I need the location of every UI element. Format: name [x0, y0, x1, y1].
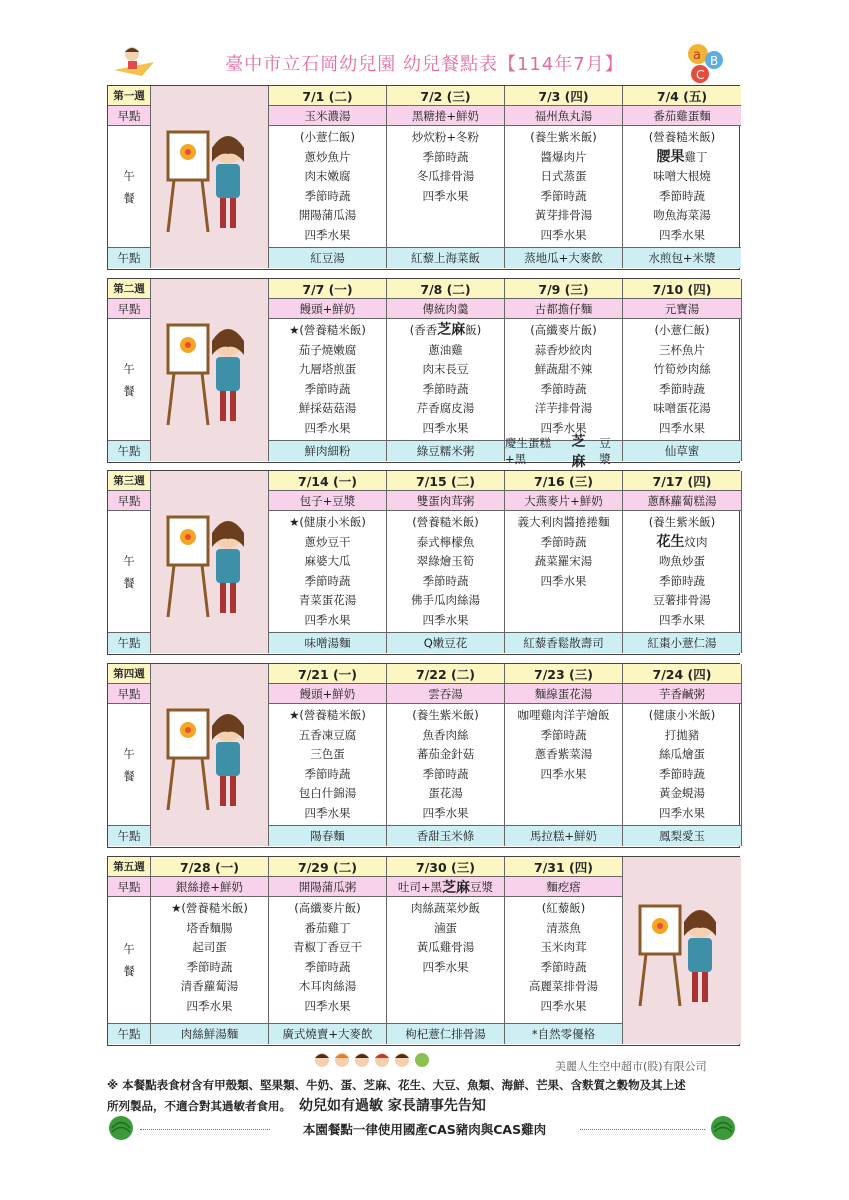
- company-name: 美麗人生空中超市(股)有限公司: [555, 1060, 707, 1073]
- lunch-item: ★(營養糙米飯): [289, 323, 366, 337]
- snack-item: 陽春麵: [269, 826, 387, 846]
- snack-label: 午點: [108, 248, 151, 268]
- breakfast-item: 開陽蒲瓜粥: [269, 877, 387, 897]
- lunch-item: (養生紫米飯): [412, 708, 479, 722]
- lunch-item: (高纖麥片飯): [530, 323, 597, 337]
- lunch-item: 黃金蜆湯: [659, 786, 705, 800]
- lunch-item: (養生紫米飯): [648, 515, 716, 529]
- lunch-item: (營養糙米飯): [648, 130, 716, 144]
- abc-blocks-icon: [678, 40, 728, 86]
- highlighted-ingredient: 芝麻: [571, 434, 586, 470]
- lunch-item: 四季水果: [422, 959, 469, 974]
- breakfast-item: 麵線蛋花湯: [505, 684, 623, 704]
- lunch-item: 三杯魚片: [659, 342, 705, 357]
- lunch-item: 清蒸魚: [546, 920, 581, 935]
- lunch-item: 三色蛋: [310, 747, 345, 761]
- allergy-emphasis: 幼兒如有過敏 家長請事先告知: [299, 1098, 486, 1114]
- lunch-item: 豆薯排骨湯: [653, 593, 711, 607]
- lunch-item: 四季水果: [422, 420, 469, 435]
- allergy-note-line1: ※ 本餐點表食材含有甲殼類、堅果類、牛奶、蛋、芝麻、花生、大豆、魚類、海鮮、芒果、含麩質之穀物及其上述: [107, 1078, 686, 1092]
- lunch-item: 四季水果: [304, 805, 351, 820]
- lunch-menu: [387, 126, 505, 248]
- snack-item: 紅藜香鬆散壽司: [505, 633, 623, 653]
- breakfast-label: 早點: [108, 877, 151, 897]
- lunch-menu: [151, 897, 269, 1024]
- lunch-item: 開陽蒲瓜湯: [298, 208, 357, 222]
- illustration-panel: [151, 664, 269, 846]
- lunch-item: 四季水果: [304, 612, 351, 627]
- snack-item: [741, 826, 742, 846]
- lunch-item: 木耳肉絲湯: [298, 979, 357, 993]
- lunch-item: [741, 380, 742, 400]
- lunch-item: 包白什錦湯: [298, 786, 357, 800]
- lunch-item: 日式蒸蛋: [540, 169, 587, 183]
- lunch-item: [741, 321, 742, 341]
- breakfast-item: 饅頭+鮮奶: [269, 299, 387, 319]
- allergy-note-line2: 所列製品，不適合對其過敏者食用。: [107, 1099, 291, 1113]
- child-painter-illustration: [160, 690, 260, 820]
- lunch-item: 花生炆肉: [656, 533, 708, 550]
- lunch-item: 蔥炒魚片: [304, 149, 351, 164]
- lunch-label-bottom: 餐: [123, 575, 135, 590]
- lunch-item: ★(營養糙米飯): [171, 901, 248, 915]
- snack-item: 枸杞薏仁排骨湯: [387, 1024, 505, 1044]
- lunch-item: [741, 726, 742, 746]
- lunch-item: 肉絲蔬菜炒飯: [411, 901, 480, 915]
- allergy-note: [107, 1075, 747, 1117]
- day-date: 7/24 (四): [623, 664, 741, 684]
- lunch-item: [741, 706, 742, 726]
- breakfast-item: 蔥酥蘿蔔糕湯: [623, 491, 741, 511]
- day-date: 7/3 (四): [505, 86, 623, 106]
- footer-cas-notice: 本園餐點一律使用國產CAS豬肉與CAS雞肉: [302, 1122, 547, 1137]
- snack-label: 午點: [108, 1024, 151, 1044]
- lunch-item: 四季水果: [422, 612, 469, 627]
- snack-item: 慶生蛋糕+黑 芝麻 豆漿: [505, 441, 623, 461]
- watermelon-icon: [710, 1115, 736, 1141]
- lunch-item: (小薏仁飯): [300, 130, 355, 144]
- lunch-label-bottom: 餐: [123, 190, 135, 205]
- day-date: 7/15 (二): [387, 471, 505, 491]
- lunch-item: 咖哩雞肉洋芋燴飯: [517, 708, 610, 722]
- lunch-item: 四季水果: [304, 998, 351, 1013]
- page-title: 臺中市立石岡幼兒園 幼兒餐點表【114年7月】: [225, 54, 624, 75]
- lunch-label-top: 午: [123, 942, 135, 956]
- lunch-item: 蔬菜羅宋湯: [534, 554, 593, 568]
- day-date: 7/21 (一): [269, 664, 387, 684]
- lunch-label-top: 午: [123, 168, 135, 183]
- snack-label: 午點: [108, 633, 151, 653]
- week-table: [107, 663, 740, 848]
- lunch-menu: [623, 704, 741, 826]
- lunch-item: 佛手瓜肉絲湯: [411, 593, 480, 607]
- lunch-menu: [623, 511, 741, 633]
- lunch-menu: [269, 126, 387, 248]
- lunch-item: 季節時蔬: [659, 573, 705, 588]
- lunch-item: 吻魚炒蛋: [659, 554, 705, 568]
- lunch-item: 絲瓜燴蛋: [659, 747, 705, 761]
- lunch-menu: [269, 319, 387, 441]
- lunch-item: [741, 591, 742, 611]
- snack-item: 紅豆湯: [269, 248, 387, 268]
- lunch-item: 四季水果: [540, 998, 587, 1013]
- snack-item: 香甜玉米條: [387, 826, 505, 846]
- lunch-label: [108, 319, 151, 441]
- lunch-item: 四季水果: [304, 420, 351, 435]
- breakfast-item: 古都擔仔麵: [505, 299, 623, 319]
- lunch-item: 青菜蛋花湯: [298, 593, 357, 607]
- lunch-item: (養生紫米飯): [530, 130, 597, 144]
- lunch-menu: [741, 511, 742, 633]
- snack-item: 紅棗小薏仁湯: [623, 633, 741, 653]
- lunch-item: 高麗菜排骨湯: [529, 979, 598, 993]
- lunch-item: 季節時蔬: [540, 534, 587, 549]
- lunch-item: [741, 360, 742, 380]
- breakfast-item: 傳統肉羹: [387, 299, 505, 319]
- snack-item: 蒸地瓜+大麥飲: [505, 248, 623, 268]
- lunch-item: 義大利肉醬捲捲麵: [517, 515, 610, 529]
- week-label: 第五週: [108, 857, 151, 877]
- breakfast-item: 銀絲捲+鮮奶: [151, 877, 269, 897]
- lunch-item: 魚香肉絲: [422, 727, 469, 742]
- breakfast-item: 元寶湯: [623, 299, 741, 319]
- child-painter-illustration: [160, 305, 260, 435]
- day-date: 7/1 (二): [269, 86, 387, 106]
- lunch-menu: [387, 704, 505, 826]
- lunch-menu: [387, 511, 505, 633]
- lunch-item: 塔香麵腸: [186, 920, 233, 935]
- snack-item: *自然零優格: [505, 1024, 623, 1044]
- snack-item: 鳳梨愛玉: [623, 826, 741, 846]
- lunch-item: 玉米肉茸: [540, 940, 587, 954]
- illustration-panel: [151, 86, 269, 268]
- lunch-label: [108, 897, 151, 1024]
- breakfast-item: 福州魚丸湯: [505, 106, 623, 126]
- lunch-menu: [505, 319, 623, 441]
- lunch-item: 黃瓜雞骨湯: [416, 940, 475, 954]
- lunch-item: 季節時蔬: [422, 766, 469, 781]
- breakfast-item: 饅頭+鮮奶: [269, 684, 387, 704]
- lunch-label: [108, 126, 151, 248]
- lunch-label-bottom: 餐: [123, 383, 135, 398]
- svg-text:C: C: [696, 68, 705, 82]
- lunch-item: 四季水果: [422, 805, 469, 820]
- snack-item: [741, 441, 742, 461]
- lunch-item: (營養糙米飯): [412, 515, 479, 529]
- lunch-item: 四季水果: [659, 612, 705, 627]
- lunch-item: 竹筍炒肉絲: [653, 362, 711, 376]
- lunch-item: 四季水果: [186, 998, 233, 1013]
- week-label: 第三週: [108, 471, 151, 491]
- day-date: 7/4 (五): [623, 86, 741, 106]
- decorative-dots-right: [580, 1129, 705, 1132]
- lunch-menu: [623, 319, 741, 441]
- lunch-menu: [387, 319, 505, 441]
- lunch-item: [741, 533, 742, 553]
- day-date: 7/8 (二): [387, 279, 505, 299]
- breakfast-item: 玉米濃湯: [269, 106, 387, 126]
- lunch-item: 季節時蔬: [304, 381, 351, 396]
- lunch-item: 四季水果: [422, 188, 469, 203]
- lunch-item: 味噌蛋花湯: [653, 401, 711, 415]
- highlighted-ingredient: 芝麻: [442, 879, 471, 896]
- illustration-panel: [623, 857, 741, 1044]
- snack-item: 紅藜上海菜飯: [387, 248, 505, 268]
- lunch-label-bottom: 餐: [123, 768, 135, 783]
- day-date: 7/22 (二): [387, 664, 505, 684]
- lunch-item: 冬瓜排骨湯: [416, 169, 475, 183]
- lunch-item: 蒜香炒絞肉: [534, 342, 593, 357]
- lunch-menu: [387, 897, 505, 1024]
- week-label: 第一週: [108, 86, 151, 106]
- lunch-item: 季節時蔬: [540, 188, 587, 203]
- lunch-menu: [269, 897, 387, 1024]
- lunch-menu: [505, 126, 623, 248]
- lunch-label-top: 午: [123, 746, 135, 761]
- snack-label: 午點: [108, 826, 151, 846]
- snack-item: 馬拉糕+鮮奶: [505, 826, 623, 846]
- lunch-item: (小薏仁飯): [654, 323, 710, 337]
- breakfast-item: [741, 684, 742, 704]
- breakfast-item: 麵疙瘩: [505, 877, 623, 897]
- snack-item: 綠豆糯米粥: [387, 441, 505, 461]
- lunch-item: [741, 784, 742, 804]
- lunch-item: ★(健康小米飯): [289, 515, 366, 529]
- svg-text:B: B: [710, 54, 719, 68]
- lunch-item: [741, 552, 742, 572]
- lunch-item: (健康小米飯): [648, 708, 716, 722]
- lunch-menu: [623, 126, 741, 248]
- lunch-item: 季節時蔬: [659, 766, 705, 781]
- lunch-menu: [269, 511, 387, 633]
- snack-item: 仙草蜜: [623, 441, 741, 461]
- snack-label: 午點: [108, 441, 151, 461]
- lunch-item: 季節時蔬: [422, 573, 469, 588]
- lunch-item: 季節時蔬: [186, 959, 233, 974]
- week-label: 第二週: [108, 279, 151, 299]
- breakfast-label: 早點: [108, 106, 151, 126]
- lunch-item: ★(營養糙米飯): [289, 708, 366, 722]
- lunch-item: 炒炊粉+冬粉: [411, 130, 480, 144]
- lunch-item: 起司蛋: [192, 940, 227, 954]
- day-date: 7/30 (三): [387, 857, 505, 877]
- lunch-label-bottom: 餐: [123, 964, 135, 978]
- lunch-menu: [741, 319, 742, 441]
- lunch-item: 季節時蔬: [304, 188, 351, 203]
- day-date: 7/9 (三): [505, 279, 623, 299]
- day-date: 7/16 (三): [505, 471, 623, 491]
- lunch-menu: [505, 897, 623, 1024]
- lunch-item: 味噌大根燒: [653, 169, 711, 183]
- lunch-item: 蔥油雞: [428, 342, 463, 357]
- lunch-item: 季節時蔬: [422, 149, 469, 164]
- lunch-item: 鮮採菇菇湯: [298, 401, 357, 415]
- lunch-item: 季節時蔬: [540, 727, 587, 742]
- lunch-item: 茄子燒嫩腐: [298, 342, 357, 357]
- breakfast-label: 早點: [108, 491, 151, 511]
- day-date: [741, 279, 742, 299]
- snack-item: 鮮肉細粉: [269, 441, 387, 461]
- day-date: 7/31 (四): [505, 857, 623, 877]
- lunch-menu: [505, 511, 623, 633]
- lunch-item: 清香蘿蔔湯: [180, 979, 239, 993]
- lunch-item: [741, 765, 742, 785]
- lunch-item: (紅藜飯): [541, 901, 586, 915]
- lunch-label: [108, 511, 151, 633]
- kid-on-plane-icon: [112, 42, 156, 82]
- breakfast-label: 早點: [108, 299, 151, 319]
- lunch-item: 五香凍豆腐: [298, 727, 357, 742]
- snack-item: [741, 633, 742, 653]
- breakfast-item: 包子+豆漿: [269, 491, 387, 511]
- highlighted-ingredient: 腰果: [656, 148, 685, 165]
- breakfast-label: 早點: [108, 684, 151, 704]
- lunch-item: 四季水果: [659, 805, 705, 820]
- lunch-item: 泰式檸檬魚: [416, 534, 475, 549]
- lunch-item: 季節時蔬: [540, 381, 587, 396]
- lunch-item: 打拋豬: [664, 727, 700, 742]
- lunch-item: 季節時蔬: [659, 188, 705, 203]
- lunch-item: 四季水果: [659, 420, 705, 435]
- breakfast-item: 吐司+黑 芝麻 豆漿: [387, 877, 505, 897]
- snack-item: 水煎包+米漿: [623, 248, 741, 268]
- child-painter-illustration: [160, 497, 260, 627]
- breakfast-item: 黑糖捲+鮮奶: [387, 106, 505, 126]
- lunch-item: 麻婆大瓜: [304, 554, 351, 568]
- highlighted-ingredient: 花生: [656, 533, 685, 550]
- breakfast-item: 雲吞湯: [387, 684, 505, 704]
- snack-item: 廣式燒賣+大麥飲: [269, 1024, 387, 1044]
- week-table: [107, 470, 740, 655]
- lunch-item: [741, 572, 742, 592]
- lunch-item: (香香芝麻飯): [409, 322, 482, 338]
- breakfast-item: 芋香鹹粥: [623, 684, 741, 704]
- week-label: 第四週: [108, 664, 151, 684]
- lunch-item: 四季水果: [304, 227, 351, 242]
- child-painter-illustration: [160, 112, 260, 242]
- lunch-item: [741, 745, 742, 765]
- breakfast-item: 大燕麥片+鮮奶: [505, 491, 623, 511]
- svg-text:a: a: [693, 48, 701, 63]
- day-date: 7/7 (一): [269, 279, 387, 299]
- lunch-item: 芹香腐皮湯: [416, 401, 475, 415]
- lunch-menu: [269, 704, 387, 826]
- snack-item: 味噌湯麵: [269, 633, 387, 653]
- lunch-item: 吻魚海菜湯: [653, 208, 711, 222]
- lunch-item: 鮮蔬甜不辣: [534, 362, 593, 376]
- lunch-item: 青椒丁香豆干: [293, 940, 362, 954]
- day-date: 7/23 (三): [505, 664, 623, 684]
- highlighted-ingredient: 芝麻: [437, 322, 466, 338]
- breakfast-item: [741, 299, 742, 319]
- lunch-item: 蔥香紫菜湯: [534, 747, 593, 761]
- lunch-item: [741, 513, 742, 533]
- lunch-item: 肉末長豆: [422, 362, 469, 376]
- lunch-item: 腰果雞丁: [656, 148, 708, 165]
- lunch-item: [741, 611, 742, 631]
- children-group-icon: [312, 1050, 432, 1072]
- child-painter-illustration: [632, 886, 732, 1016]
- lunch-item: [741, 804, 742, 824]
- lunch-item: 四季水果: [540, 420, 587, 435]
- lunch-item: 蔥炒豆干: [304, 534, 351, 549]
- lunch-label-top: 午: [123, 553, 135, 568]
- lunch-item: 九層塔煎蛋: [298, 362, 357, 376]
- day-date: 7/17 (四): [623, 471, 741, 491]
- day-date: [741, 471, 742, 491]
- lunch-item: 季節時蔬: [540, 959, 587, 974]
- day-date: [741, 664, 742, 684]
- day-date: 7/14 (一): [269, 471, 387, 491]
- lunch-item: 四季水果: [659, 227, 705, 242]
- day-date: 7/2 (三): [387, 86, 505, 106]
- lunch-item: 季節時蔬: [422, 381, 469, 396]
- snack-item: 肉絲鮮湯麵: [151, 1024, 269, 1044]
- lunch-menu: [741, 704, 742, 826]
- lunch-item: 蕃茄金針菇: [416, 747, 475, 761]
- breakfast-item: 番茄雞蛋麵: [623, 106, 741, 126]
- day-date: 7/28 (一): [151, 857, 269, 877]
- lunch-item: 四季水果: [540, 573, 587, 588]
- week-table: [107, 85, 740, 270]
- lunch-item: 洋芋排骨湯: [534, 401, 593, 415]
- snack-item: Q嫩豆花: [387, 633, 505, 653]
- lunch-item: 季節時蔬: [659, 381, 705, 396]
- day-date: 7/10 (四): [623, 279, 741, 299]
- illustration-panel: [151, 279, 269, 461]
- lunch-item: 滷蛋: [434, 920, 457, 935]
- lunch-item: 醬爆肉片: [540, 149, 587, 164]
- illustration-panel: [151, 471, 269, 653]
- breakfast-item: 雙蛋肉茸粥: [387, 491, 505, 511]
- lunch-item: 季節時蔬: [304, 959, 351, 974]
- lunch-item: 季節時蔬: [304, 766, 351, 781]
- day-date: 7/29 (二): [269, 857, 387, 877]
- lunch-item: 四季水果: [540, 766, 587, 781]
- lunch-item: 季節時蔬: [304, 573, 351, 588]
- lunch-item: 翠綠燴玉筍: [416, 554, 475, 568]
- lunch-item: 蛋花湯: [428, 786, 463, 800]
- lunch-item: 四季水果: [540, 227, 587, 242]
- lunch-item: 番茄雞丁: [304, 920, 351, 935]
- week-table: [107, 278, 740, 470]
- lunch-item: (高纖麥片飯): [294, 901, 361, 915]
- lunch-menu: [505, 704, 623, 826]
- week-table: [107, 856, 740, 1046]
- lunch-item: 黃芽排骨湯: [534, 208, 593, 222]
- lunch-label: [108, 704, 151, 826]
- lunch-label-top: 午: [123, 361, 135, 376]
- lunch-item: 肉末嫩腐: [304, 169, 351, 183]
- breakfast-item: [741, 491, 742, 511]
- lunch-item: [741, 341, 742, 361]
